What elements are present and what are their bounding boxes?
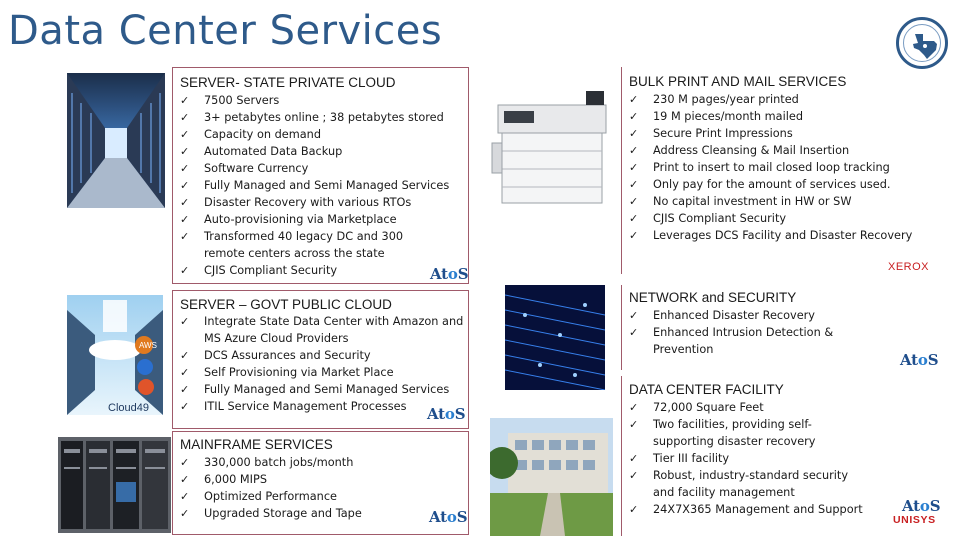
list-item: ✓ Enhanced Intrusion Detection & Prevention bbox=[629, 324, 844, 358]
list-item: ✓ Upgraded Storage and Tape bbox=[180, 505, 425, 522]
list-item: ✓ 7500 Servers bbox=[180, 92, 465, 109]
list-item: ✓ 72,000 Square Feet bbox=[629, 399, 864, 416]
list-item: ✓ Leverages DCS Facility and Disaster Recovery bbox=[629, 227, 929, 244]
state-seal-icon bbox=[896, 17, 948, 69]
private-cloud-title: SERVER- STATE PRIVATE CLOUD bbox=[180, 75, 396, 90]
atos-logo: AtoS bbox=[429, 508, 468, 526]
list-item: ✓ Software Currency bbox=[180, 160, 465, 177]
list-item: ✓ CJIS Compliant Security bbox=[629, 210, 929, 227]
list-item: ✓ Fully Managed and Semi Managed Services bbox=[180, 177, 465, 194]
public-cloud-title: SERVER – GOVT PUBLIC CLOUD bbox=[180, 297, 392, 312]
list-item: ✓ 230 M pages/year printed bbox=[629, 91, 929, 108]
list-item: ✓ Robust, industry-standard security and facility management bbox=[629, 467, 854, 501]
atos-logo: AtoS bbox=[900, 351, 939, 369]
list-item: ✓ 24X7X365 Management and Support bbox=[629, 501, 864, 518]
facility-image bbox=[490, 418, 613, 536]
network-image bbox=[505, 285, 605, 390]
public-cloud-list bbox=[180, 313, 465, 415]
atos-logo: AtoS bbox=[902, 497, 941, 515]
list-item: ✓ 3+ petabytes online ; 38 petabytes stored bbox=[180, 109, 465, 126]
network-title: NETWORK and SECURITY bbox=[629, 290, 797, 305]
xerox-logo: XEROX bbox=[888, 261, 930, 273]
cloud49-caption: Cloud49 bbox=[108, 402, 149, 414]
list-item: ✓ Transformed 40 legacy DC and 300 remote centers across the state bbox=[180, 228, 430, 262]
aws-badge: AWS bbox=[139, 341, 157, 350]
list-item: ✓ Enhanced Disaster Recovery bbox=[629, 307, 844, 324]
list-item: ✓ Auto-provisioning via Marketplace bbox=[180, 211, 465, 228]
page-title: Data Center Services bbox=[8, 8, 443, 54]
list-item: ✓ Automated Data Backup bbox=[180, 143, 465, 160]
mainframe-image bbox=[58, 437, 171, 533]
list-item: ✓ Capacity on demand bbox=[180, 126, 465, 143]
bulk-print-title: BULK PRINT AND MAIL SERVICES bbox=[629, 74, 847, 89]
list-item: ✓ Tier III facility bbox=[629, 450, 864, 467]
list-item: ✓ Optimized Performance bbox=[180, 488, 425, 505]
list-item: ✓ Secure Print Impressions bbox=[629, 125, 929, 142]
list-item: ✓ Address Cleansing & Mail Insertion bbox=[629, 142, 929, 159]
facility-title: DATA CENTER FACILITY bbox=[629, 382, 784, 397]
bulk-print-divider bbox=[621, 67, 622, 274]
mainframe-title: MAINFRAME SERVICES bbox=[180, 437, 333, 452]
list-item: ✓ Two facilities, providing self-supporting disaster recovery bbox=[629, 416, 829, 450]
list-item: ✓ 330,000 batch jobs/month bbox=[180, 454, 425, 471]
list-item: ✓ Print to insert to mail closed loop tracking bbox=[629, 159, 929, 176]
mainframe-list bbox=[180, 454, 425, 522]
list-item: ✓ Fully Managed and Semi Managed Services bbox=[180, 381, 465, 398]
list-item: ✓ DCS Assurances and Security bbox=[180, 347, 465, 364]
printer-image bbox=[490, 83, 615, 213]
list-item: ✓ No capital investment in HW or SW bbox=[629, 193, 929, 210]
facility-list bbox=[629, 399, 864, 518]
network-list bbox=[629, 307, 844, 358]
list-item: ✓ Self Provisioning via Market Place bbox=[180, 364, 465, 381]
unisys-logo: UNISYS bbox=[893, 514, 936, 526]
list-item: ✓ 19 M pieces/month mailed bbox=[629, 108, 929, 125]
bulk-print-list bbox=[629, 91, 929, 244]
list-item: ✓ Integrate State Data Center with Amazon and MS Azure Cloud Providers bbox=[180, 313, 465, 347]
facility-divider bbox=[621, 376, 622, 536]
list-item: ✓ 6,000 MIPS bbox=[180, 471, 425, 488]
list-item: ✓ Disaster Recovery with various RTOs bbox=[180, 194, 465, 211]
list-item: ✓ Only pay for the amount of services used. bbox=[629, 176, 929, 193]
atos-logo: AtoS bbox=[430, 265, 469, 283]
network-divider bbox=[621, 285, 622, 370]
private-cloud-list bbox=[180, 92, 465, 279]
server-aisle-image bbox=[67, 73, 165, 208]
atos-logo: AtoS bbox=[427, 405, 466, 423]
cloud-servers-image bbox=[67, 295, 163, 415]
list-item: ✓ ITIL Service Management Processes bbox=[180, 398, 465, 415]
list-item: ✓ CJIS Compliant Security bbox=[180, 262, 465, 279]
